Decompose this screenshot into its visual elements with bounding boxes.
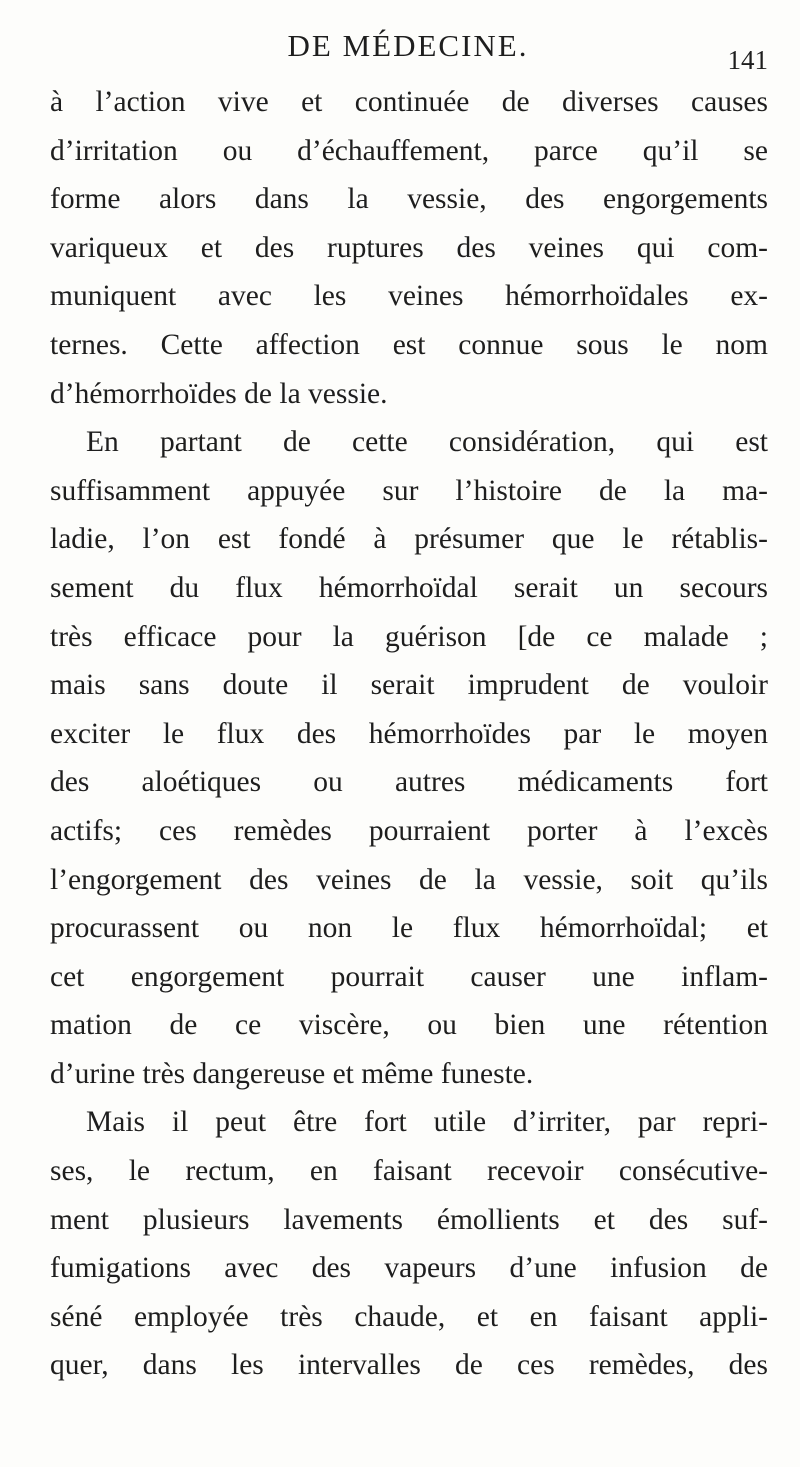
- text-line: quer, dans les intervalles de ces remèdes, des: [50, 1349, 768, 1382]
- page-number: 141: [727, 45, 768, 75]
- text-line: forme alors dans la vessie, des engorgements: [50, 183, 768, 216]
- text-line: fumigations avec des vapeurs d’une infusion de: [50, 1252, 768, 1285]
- text-line: l’engorgement des veines de la vessie, soit qu’ils: [50, 863, 768, 896]
- text-line: variqueux et des ruptures des veines qui com-: [50, 231, 768, 264]
- text-line: mation de ce viscère, ou bien une rétention: [50, 1009, 768, 1042]
- text-line: à l’action vive et continuée de diverses causes: [50, 86, 768, 118]
- body-text: [50, 78, 768, 1390]
- text-line: mais sans doute il serait imprudent de vouloir: [50, 669, 768, 702]
- running-title: DE MÉDECINE.: [287, 28, 529, 63]
- text-line: d’irritation ou d’échauffement, parce qu’il se: [50, 134, 768, 167]
- text-line: ses, le rectum, en faisant recevoir consécutive-: [50, 1155, 768, 1188]
- text-line: d’hémorrhoïdes de la vessie.: [50, 377, 388, 410]
- running-head: [48, 22, 768, 75]
- text-line: séné employée très chaude, et en faisant appli-: [50, 1300, 768, 1333]
- paragraph-start-line: En partant de cette considération, qui est: [86, 426, 768, 459]
- text-line: ladie, l’on est fondé à présumer que le rétablis-: [50, 523, 768, 556]
- text-line: procurassent ou non le flux hémorrhoïdal; et: [50, 912, 768, 945]
- text-line: ternes. Cette affection est connue sous le nom: [50, 328, 768, 361]
- text-line: muniquent avec les veines hémorrhoïdales ex-: [50, 280, 768, 313]
- text-line: très efficace pour la guérison [de ce malade ;: [50, 620, 768, 653]
- text-line: suffisamment appuyée sur l’histoire de la ma-: [50, 474, 768, 507]
- text-line: sement du flux hémorrhoïdal serait un secours: [50, 571, 768, 604]
- text-line: ment plusieurs lavements émollients et des suf-: [50, 1203, 768, 1236]
- text-line: des aloétiques ou autres médicaments fort: [50, 766, 768, 799]
- text-line: d’urine très dangereuse et même funeste.: [50, 1057, 534, 1090]
- text-line: cet engorgement pourrait causer une inflam-: [50, 960, 768, 993]
- text-line: actifs; ces remèdes pourraient porter à l’excès: [50, 814, 768, 847]
- paragraph-start-line: Mais il peut être fort utile d’irriter, par repri-: [86, 1106, 768, 1139]
- text-line: exciter le flux des hémorrhoïdes par le moyen: [50, 717, 768, 750]
